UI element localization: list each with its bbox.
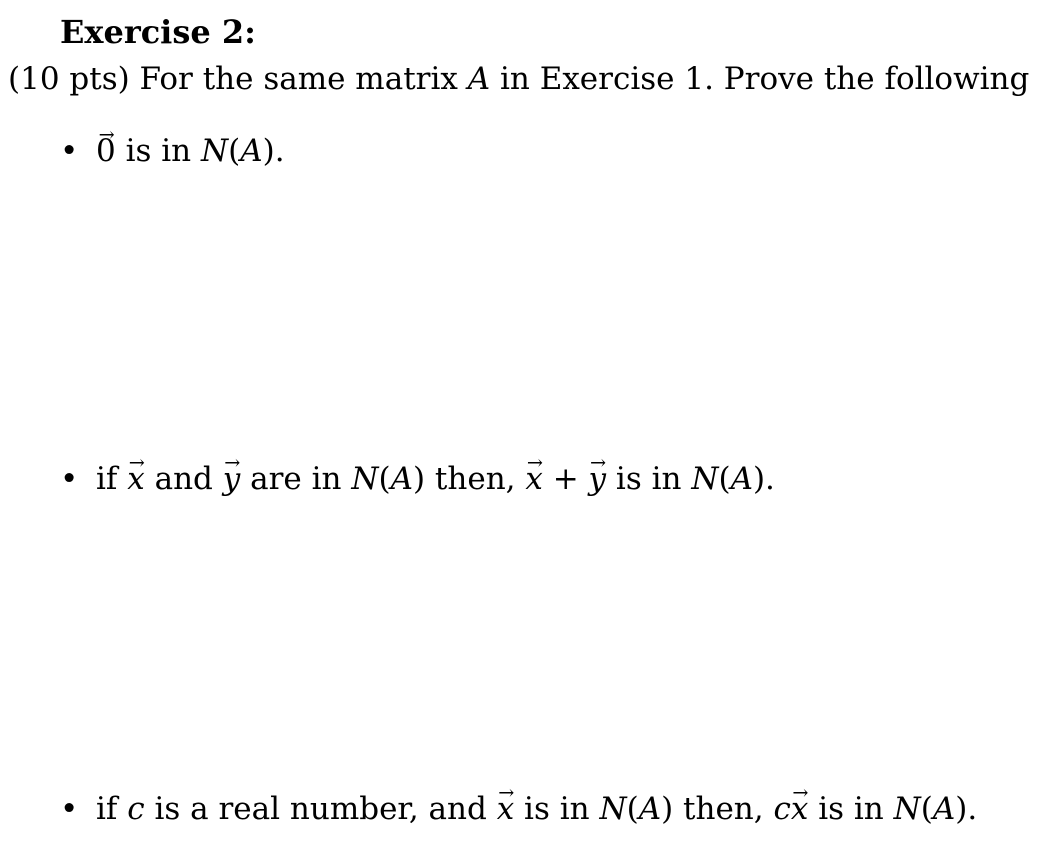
- matrix-symbol: A: [467, 61, 491, 97]
- paren-close: ).: [752, 461, 775, 497]
- vector-x: → x: [497, 794, 514, 825]
- item-text: is in: [115, 133, 201, 169]
- exercise-title: Exercise 2:: [60, 13, 256, 51]
- intro-lead: (10 pts) For the same matrix: [8, 61, 468, 97]
- bullet-icon: •: [60, 133, 79, 169]
- paren-close: ).: [262, 133, 285, 169]
- matrix-symbol: A: [240, 133, 263, 169]
- paren-open: (: [626, 791, 639, 827]
- scalar-c: c: [127, 791, 145, 827]
- paren-open: (: [228, 133, 241, 169]
- null-space-symbol: N: [599, 791, 627, 827]
- paren-close: ).: [955, 791, 978, 827]
- matrix-symbol: A: [638, 791, 662, 827]
- item-text: is in: [808, 791, 894, 827]
- paren-open: (: [718, 461, 731, 497]
- zero-vector: → 0: [96, 136, 116, 167]
- vector-x: → x: [791, 794, 808, 825]
- paren-close: ): [412, 461, 426, 497]
- plus-sign: +: [542, 461, 589, 497]
- scalar-c: c: [773, 791, 791, 827]
- null-space-symbol: N: [893, 791, 921, 827]
- intro-tail: in Exercise 1. Prove the following: [490, 61, 1030, 97]
- list-item: [60, 461, 775, 497]
- item-text: is a real number, and: [144, 791, 497, 827]
- exercise-instructions: [8, 61, 1030, 97]
- bullet-icon: •: [60, 791, 79, 827]
- matrix-symbol: A: [932, 791, 956, 827]
- vector-y: → y: [223, 464, 241, 495]
- paren-close: ): [661, 791, 674, 827]
- item-text: then,: [673, 791, 774, 827]
- paren-open: (: [920, 791, 933, 827]
- null-space-symbol: N: [201, 133, 229, 169]
- null-space-symbol: N: [691, 461, 719, 497]
- item-text: if: [96, 791, 128, 827]
- vector-x: → x: [525, 464, 542, 495]
- item-text: is in: [514, 791, 600, 827]
- item-text: and: [144, 461, 223, 497]
- list-item: [60, 791, 978, 827]
- item-text: are in: [240, 461, 352, 497]
- matrix-symbol: A: [730, 461, 753, 497]
- item-text: then,: [425, 461, 526, 497]
- null-space-symbol: N: [351, 461, 379, 497]
- item-text: if: [96, 461, 128, 497]
- paren-open: (: [378, 461, 391, 497]
- matrix-symbol: A: [390, 461, 413, 497]
- vector-x: → x: [127, 464, 144, 495]
- list-item: [60, 133, 285, 169]
- item-text: is in: [606, 461, 692, 497]
- vector-y: → y: [589, 464, 607, 495]
- bullet-icon: •: [60, 461, 79, 497]
